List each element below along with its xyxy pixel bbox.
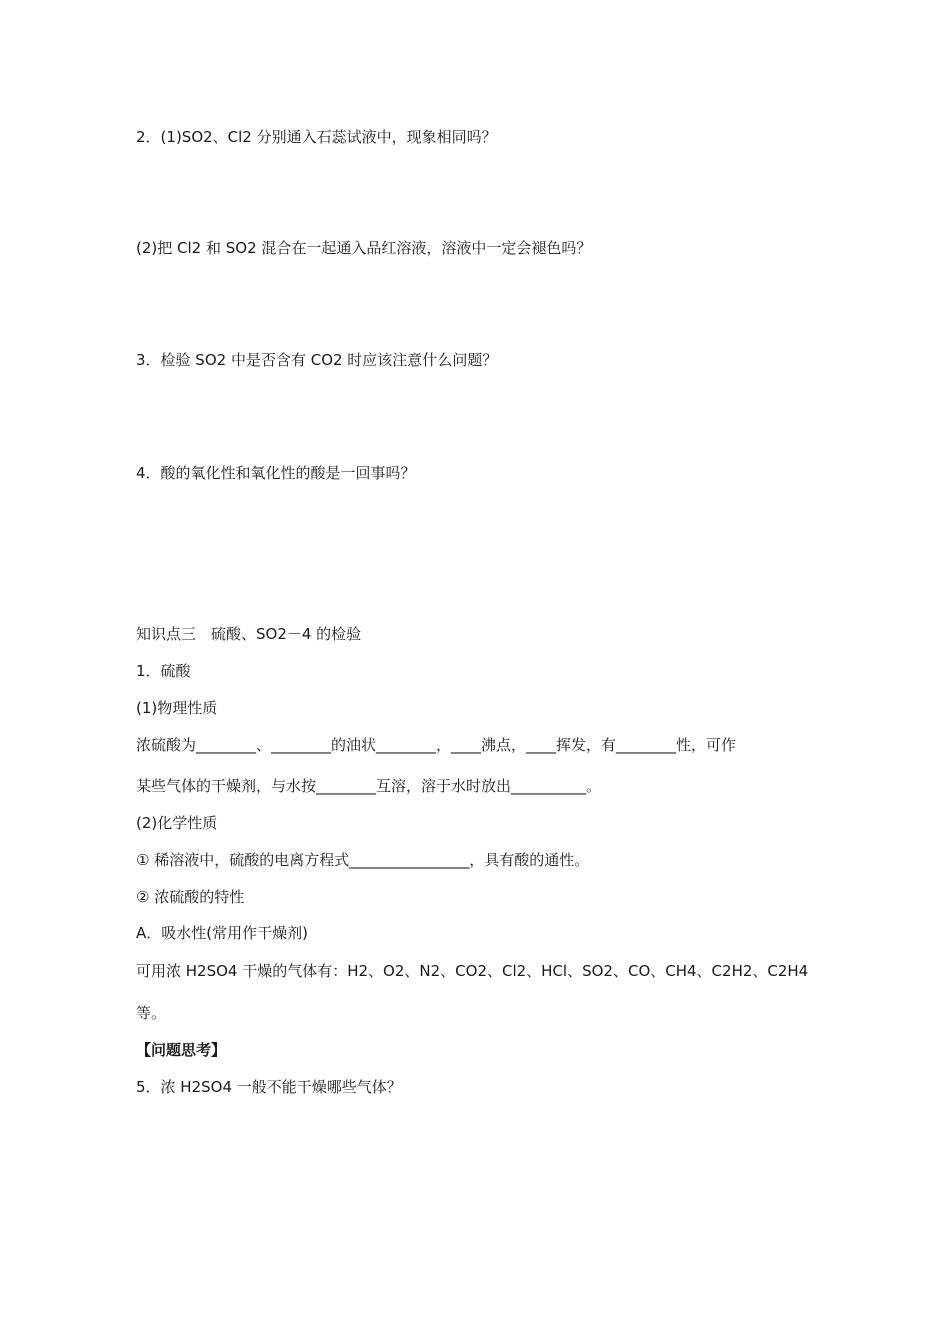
chemical-properties-heading: (2)化学性质 bbox=[136, 814, 218, 832]
question-3: 3．检验 SO2 中是否含有 CO2 时应该注意什么问题？ bbox=[136, 351, 498, 369]
chemical-property-2: ② 浓硫酸的特性 bbox=[136, 888, 245, 906]
physical-properties-line-1: 浓硫酸为________、________的油状________，____沸点，____挥发，有________性，可作 bbox=[136, 736, 737, 754]
question-thinking-heading: 【问题思考】 bbox=[136, 1041, 227, 1059]
question-5: 5．浓 H2SO4 一般不能干燥哪些气体？ bbox=[136, 1078, 402, 1096]
section-heading: 知识点三 硫酸、SO2－4 的检验 bbox=[136, 625, 362, 643]
drying-gases-line-1: 可用浓 H2SO4 干燥的气体有：H2、O2、N2、CO2、Cl2、HCl、SO2、CO、CH4、C2H2、C2H4 bbox=[136, 962, 809, 980]
item-sulfuric-acid: 1．硫酸 bbox=[136, 662, 191, 680]
question-2-1: 2．(1)SO2、Cl2 分别通入石蕊试液中，现象相同吗？ bbox=[136, 128, 497, 146]
drying-gases-line-2: 等。 bbox=[136, 1004, 167, 1022]
question-2-2: (2)把 Cl2 和 SO2 混合在一起通入品红溶液，溶液中一定会褪色吗？ bbox=[136, 239, 592, 257]
question-4: 4．酸的氧化性和氧化性的酸是一回事吗？ bbox=[136, 464, 416, 482]
physical-properties-heading: (1)物理性质 bbox=[136, 699, 218, 717]
physical-properties-line-2: 某些气体的干燥剂，与水按________互溶，溶于水时放出__________。 bbox=[136, 777, 602, 795]
hygroscopic-property: A．吸水性(常用作干燥剂) bbox=[136, 924, 308, 942]
chemical-property-1: ① 稀溶液中，硫酸的电离方程式________________，具有酸的通性。 bbox=[136, 851, 590, 869]
